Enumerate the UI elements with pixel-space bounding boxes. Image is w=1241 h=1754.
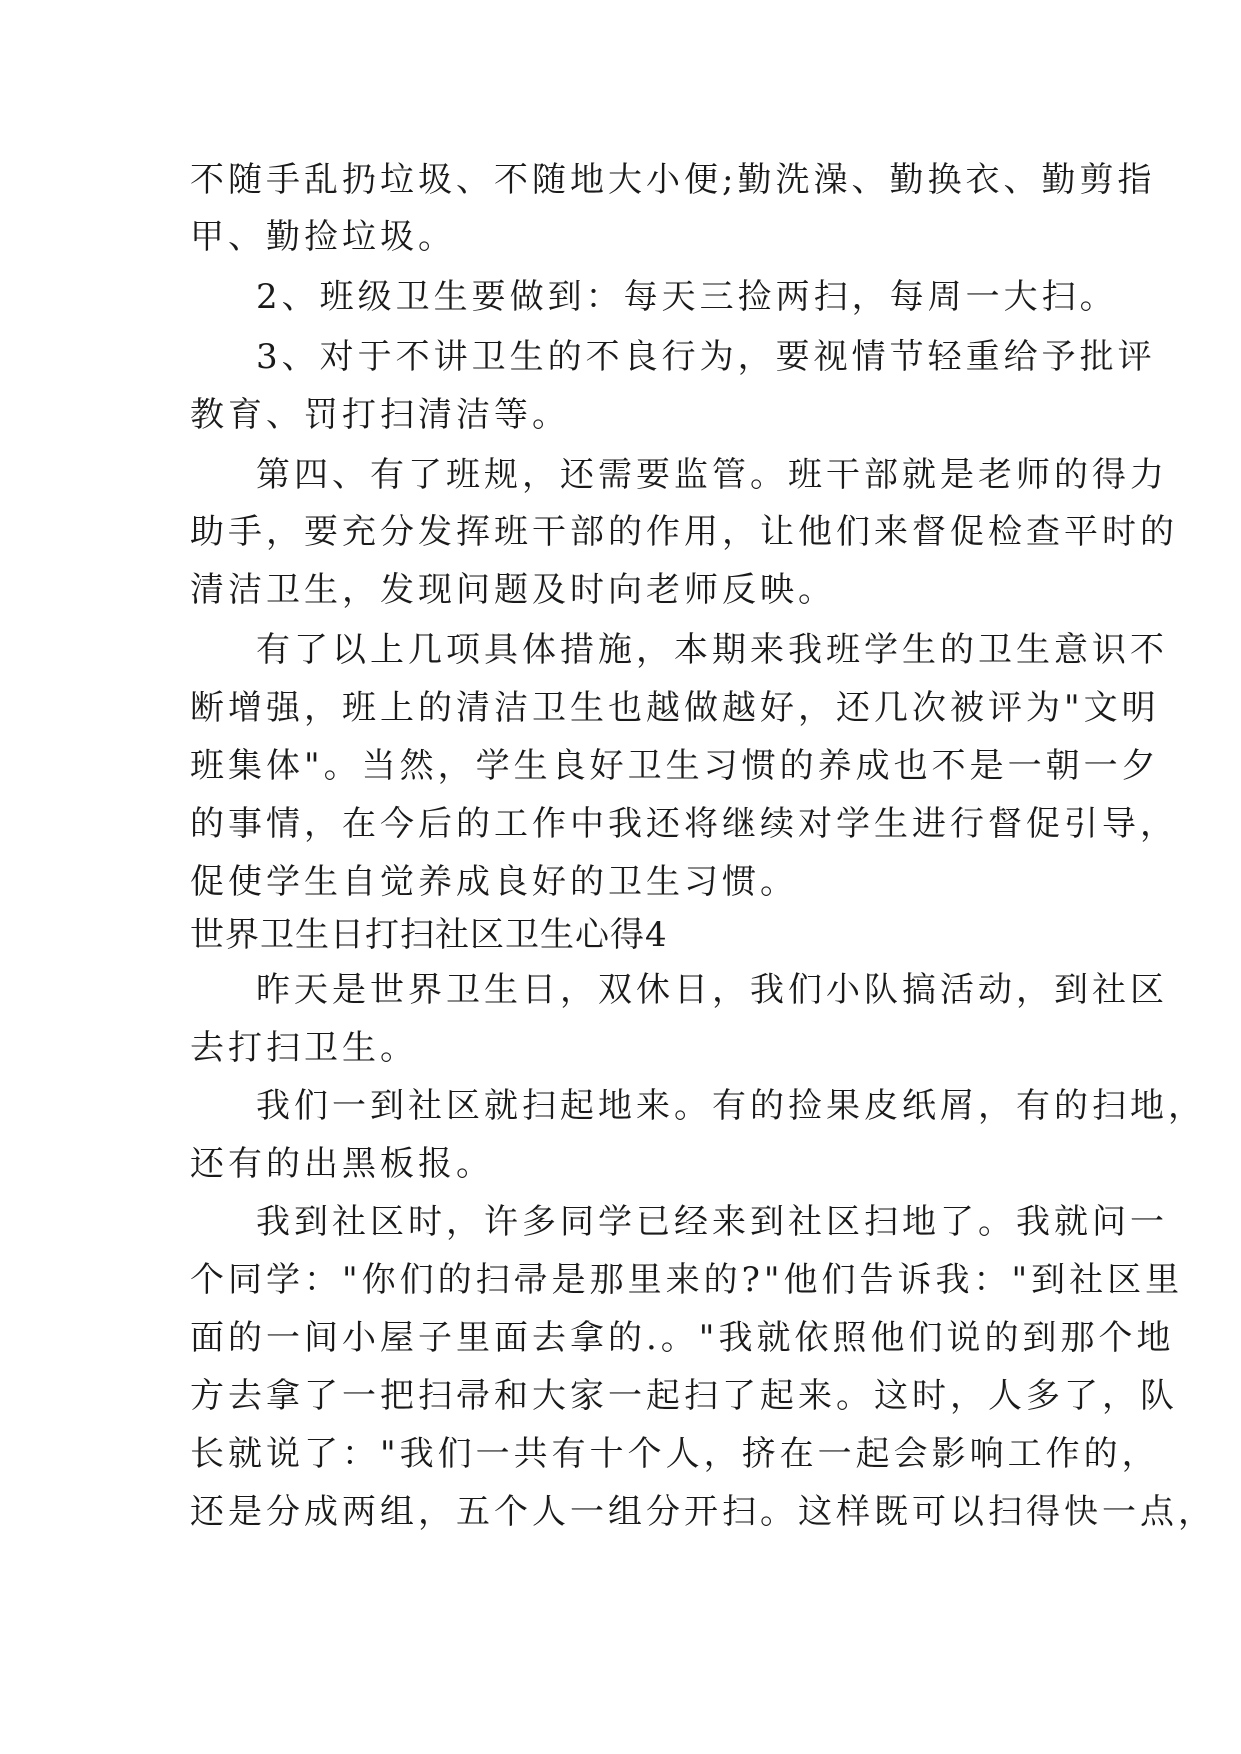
paragraph-line: 我到社区时，许多同学已经来到社区扫地了。我就问一 <box>256 1202 1168 1242</box>
text-line: 断增强，班上的清洁卫生也越做越好，还几次被评为"文明 <box>190 688 1160 728</box>
paragraph-line: 我们一到社区就扫起地来。有的捡果皮纸屑，有的扫地， <box>256 1086 1206 1126</box>
text-line: 面的一间小屋子里面去拿的.。"我就依照他们说的到那个地 <box>190 1318 1175 1358</box>
list-item: 2、班级卫生要做到：每天三捡两扫，每周一大扫。 <box>256 277 1118 317</box>
text-line: 方去拿了一把扫帚和大家一起扫了起来。这时，人多了，队 <box>190 1376 1178 1416</box>
text-line: 不随手乱扔垃圾、不随地大小便;勤洗澡、勤换衣、勤剪指 <box>190 160 1156 200</box>
text-line: 甲、勤捡垃圾。 <box>190 217 456 257</box>
text-line: 清洁卫生，发现问题及时向老师反映。 <box>190 570 836 610</box>
text-line: 去打扫卫生。 <box>190 1028 418 1068</box>
text-line: 班集体"。当然，学生良好卫生习惯的养成也不是一朝一夕 <box>190 746 1160 786</box>
list-item: 3、对于不讲卫生的不良行为，要视情节轻重给予批评 <box>256 337 1156 377</box>
text-line: 还有的出黑板报。 <box>190 1144 494 1184</box>
paragraph-line: 第四、有了班规，还需要监管。班干部就是老师的得力 <box>256 455 1168 495</box>
text-line: 个同学："你们的扫帚是那里来的?"他们告诉我："到社区里 <box>190 1260 1184 1300</box>
paragraph-line: 昨天是世界卫生日，双休日，我们小队搞活动，到社区 <box>256 970 1168 1010</box>
text-line: 的事情，在今后的工作中我还将继续对学生进行督促引导， <box>190 804 1178 844</box>
text-line: 促使学生自觉养成良好的卫生习惯。 <box>190 862 798 902</box>
text-line: 还是分成两组，五个人一组分开扫。这样既可以扫得快一点， <box>190 1492 1216 1532</box>
text-line: 助手，要充分发挥班干部的作用，让他们来督促检查平时的 <box>190 512 1178 552</box>
paragraph-line: 有了以上几项具体措施，本期来我班学生的卫生意识不 <box>256 630 1168 670</box>
text-line: 教育、罚打扫清洁等。 <box>190 395 570 435</box>
text-line: 长就说了："我们一共有十个人，挤在一起会影响工作的， <box>190 1434 1160 1474</box>
section-heading: 世界卫生日打扫社区卫生心得4 <box>190 915 668 955</box>
